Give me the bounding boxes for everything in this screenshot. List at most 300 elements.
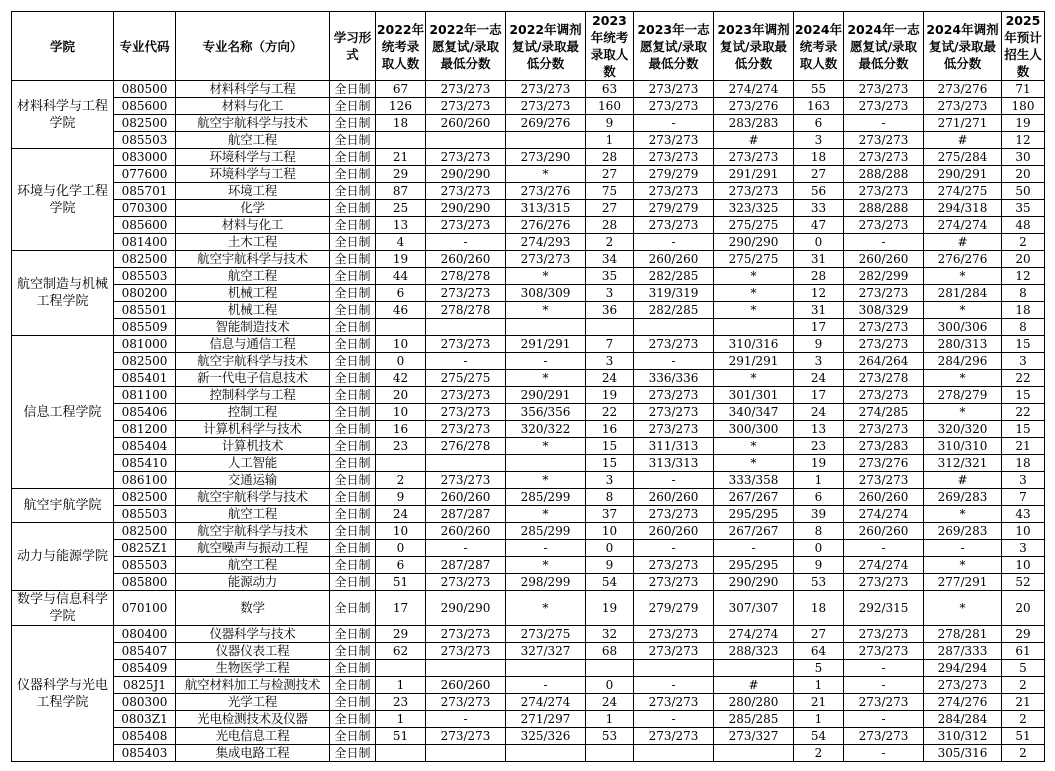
adjust-2023-cell: 290/290 xyxy=(714,234,794,251)
admit-2024-cell: 28 xyxy=(794,268,844,285)
first-choice-2023-cell: 273/273 xyxy=(634,626,714,643)
table-body xyxy=(12,81,1045,762)
admit-2024-cell: 18 xyxy=(794,591,844,626)
adjust-2024-cell: * xyxy=(924,557,1002,574)
first-choice-2022-cell: 273/273 xyxy=(426,81,506,98)
table-row xyxy=(12,540,1045,557)
study-mode-cell: 全日制 xyxy=(330,183,376,200)
table-row xyxy=(12,728,1045,745)
admit-2024-cell: 64 xyxy=(794,643,844,660)
table-row xyxy=(12,694,1045,711)
admit-2023-cell: 34 xyxy=(586,251,634,268)
adjust-2024-cell: 269/283 xyxy=(924,489,1002,506)
adjust-2023-cell: 323/325 xyxy=(714,200,794,217)
first-choice-2023-cell: 273/273 xyxy=(634,421,714,438)
admit-2023-cell: 19 xyxy=(586,387,634,404)
table-row xyxy=(12,438,1045,455)
first-choice-2023-cell: 273/273 xyxy=(634,81,714,98)
admit-2022-cell: 62 xyxy=(376,643,426,660)
plan-2025-cell: 2 xyxy=(1002,745,1045,762)
first-choice-2024-cell: 260/260 xyxy=(844,251,924,268)
admit-2024-cell: 163 xyxy=(794,98,844,115)
first-choice-2022-cell: 273/273 xyxy=(426,336,506,353)
header-cell: 学习形式 xyxy=(330,12,376,81)
first-choice-2022-cell: 273/273 xyxy=(426,98,506,115)
admit-2024-cell: 13 xyxy=(794,421,844,438)
adjust-2023-cell: 290/290 xyxy=(714,574,794,591)
plan-2025-cell: 15 xyxy=(1002,336,1045,353)
adjust-2024-cell: # xyxy=(924,132,1002,149)
first-choice-2023-cell: 313/313 xyxy=(634,455,714,472)
first-choice-2024-cell: 288/288 xyxy=(844,200,924,217)
first-choice-2022-cell: 290/290 xyxy=(426,200,506,217)
major-code-cell: 085503 xyxy=(114,557,176,574)
admit-2023-cell: 63 xyxy=(586,81,634,98)
admit-2023-cell: 24 xyxy=(586,370,634,387)
adjust-2022-cell: 269/276 xyxy=(506,115,586,132)
admit-2022-cell: 10 xyxy=(376,523,426,540)
admission-table-container xyxy=(11,11,1044,762)
adjust-2022-cell: 308/309 xyxy=(506,285,586,302)
major-code-cell: 081100 xyxy=(114,387,176,404)
plan-2025-cell: 2 xyxy=(1002,234,1045,251)
admission-score-table xyxy=(11,11,1045,762)
table-row xyxy=(12,285,1045,302)
major-code-cell: 085501 xyxy=(114,302,176,319)
admit-2024-cell: 55 xyxy=(794,81,844,98)
first-choice-2022-cell: 260/260 xyxy=(426,489,506,506)
first-choice-2023-cell: 260/260 xyxy=(634,523,714,540)
admit-2023-cell: 9 xyxy=(586,115,634,132)
adjust-2024-cell: 269/283 xyxy=(924,523,1002,540)
first-choice-2023-cell: 279/279 xyxy=(634,166,714,183)
admit-2024-cell: 21 xyxy=(794,694,844,711)
adjust-2024-cell: 273/273 xyxy=(924,98,1002,115)
plan-2025-cell: 7 xyxy=(1002,489,1045,506)
admit-2024-cell: 39 xyxy=(794,506,844,523)
adjust-2023-cell: 340/347 xyxy=(714,404,794,421)
first-choice-2023-cell: - xyxy=(634,711,714,728)
admit-2022-cell: 10 xyxy=(376,404,426,421)
first-choice-2023-cell: 273/273 xyxy=(634,557,714,574)
table-row xyxy=(12,302,1045,319)
major-code-cell: 085600 xyxy=(114,217,176,234)
first-choice-2024-cell: 273/273 xyxy=(844,98,924,115)
table-row xyxy=(12,353,1045,370)
first-choice-2024-cell: 273/273 xyxy=(844,643,924,660)
study-mode-cell: 全日制 xyxy=(330,677,376,694)
plan-2025-cell: 51 xyxy=(1002,728,1045,745)
admit-2023-cell: 27 xyxy=(586,166,634,183)
first-choice-2022-cell: 275/275 xyxy=(426,370,506,387)
study-mode-cell: 全日制 xyxy=(330,98,376,115)
first-choice-2024-cell: 282/299 xyxy=(844,268,924,285)
adjust-2024-cell: * xyxy=(924,591,1002,626)
adjust-2023-cell: 273/327 xyxy=(714,728,794,745)
table-row xyxy=(12,81,1045,98)
admit-2022-cell xyxy=(376,132,426,149)
first-choice-2024-cell: 273/273 xyxy=(844,149,924,166)
study-mode-cell: 全日制 xyxy=(330,711,376,728)
adjust-2022-cell: 274/274 xyxy=(506,694,586,711)
major-code-cell: 085410 xyxy=(114,455,176,472)
first-choice-2024-cell: 273/273 xyxy=(844,728,924,745)
admit-2024-cell: 0 xyxy=(794,540,844,557)
adjust-2024-cell: # xyxy=(924,234,1002,251)
header-cell: 专业名称（方向） xyxy=(176,12,330,81)
adjust-2022-cell xyxy=(506,660,586,677)
table-row xyxy=(12,745,1045,762)
adjust-2022-cell: 291/291 xyxy=(506,336,586,353)
major-code-cell: 070300 xyxy=(114,200,176,217)
first-choice-2023-cell: 273/273 xyxy=(634,574,714,591)
adjust-2022-cell: 313/315 xyxy=(506,200,586,217)
first-choice-2022-cell: 273/273 xyxy=(426,404,506,421)
major-code-cell: 0825Z1 xyxy=(114,540,176,557)
college-cell: 材料科学与工程学院 xyxy=(12,81,114,149)
first-choice-2023-cell: 273/273 xyxy=(634,728,714,745)
plan-2025-cell: 2 xyxy=(1002,711,1045,728)
admit-2022-cell: 10 xyxy=(376,336,426,353)
adjust-2022-cell: 285/299 xyxy=(506,523,586,540)
adjust-2023-cell: * xyxy=(714,455,794,472)
admit-2023-cell: 68 xyxy=(586,643,634,660)
first-choice-2023-cell xyxy=(634,745,714,762)
major-name-cell: 光学工程 xyxy=(176,694,330,711)
admit-2022-cell: 29 xyxy=(376,166,426,183)
adjust-2024-cell: 273/273 xyxy=(924,677,1002,694)
plan-2025-cell: 18 xyxy=(1002,302,1045,319)
adjust-2023-cell: 291/291 xyxy=(714,353,794,370)
first-choice-2024-cell: 292/315 xyxy=(844,591,924,626)
study-mode-cell: 全日制 xyxy=(330,523,376,540)
plan-2025-cell: 21 xyxy=(1002,438,1045,455)
first-choice-2024-cell: 273/273 xyxy=(844,319,924,336)
admit-2022-cell: 67 xyxy=(376,81,426,98)
first-choice-2023-cell: 273/273 xyxy=(634,387,714,404)
study-mode-cell: 全日制 xyxy=(330,404,376,421)
adjust-2024-cell: 278/279 xyxy=(924,387,1002,404)
adjust-2023-cell xyxy=(714,319,794,336)
major-name-cell: 材料与化工 xyxy=(176,217,330,234)
first-choice-2022-cell: - xyxy=(426,540,506,557)
adjust-2024-cell: 290/291 xyxy=(924,166,1002,183)
first-choice-2022-cell: 273/273 xyxy=(426,421,506,438)
college-cell: 航空宇航学院 xyxy=(12,489,114,523)
admit-2024-cell: 31 xyxy=(794,302,844,319)
college-cell: 环境与化学工程学院 xyxy=(12,149,114,251)
admit-2023-cell xyxy=(586,745,634,762)
first-choice-2022-cell: 273/273 xyxy=(426,285,506,302)
header-cell: 2022年一志愿复试/录取最低分数 xyxy=(426,12,506,81)
adjust-2024-cell: 278/281 xyxy=(924,626,1002,643)
first-choice-2024-cell: 273/273 xyxy=(844,132,924,149)
adjust-2022-cell: 273/273 xyxy=(506,98,586,115)
adjust-2024-cell: * xyxy=(924,370,1002,387)
major-code-cell: 085403 xyxy=(114,745,176,762)
first-choice-2024-cell: 260/260 xyxy=(844,489,924,506)
first-choice-2022-cell: 273/273 xyxy=(426,574,506,591)
major-name-cell: 航空工程 xyxy=(176,132,330,149)
adjust-2022-cell: 320/322 xyxy=(506,421,586,438)
table-row xyxy=(12,660,1045,677)
adjust-2022-cell: 273/275 xyxy=(506,626,586,643)
admit-2023-cell: 16 xyxy=(586,421,634,438)
first-choice-2024-cell: 273/273 xyxy=(844,472,924,489)
first-choice-2024-cell: 273/276 xyxy=(844,455,924,472)
first-choice-2023-cell: - xyxy=(634,472,714,489)
adjust-2024-cell: - xyxy=(924,540,1002,557)
admit-2023-cell: 37 xyxy=(586,506,634,523)
plan-2025-cell: 8 xyxy=(1002,319,1045,336)
admit-2022-cell: 2 xyxy=(376,472,426,489)
admit-2022-cell: 24 xyxy=(376,506,426,523)
admit-2022-cell: 1 xyxy=(376,677,426,694)
table-row xyxy=(12,336,1045,353)
plan-2025-cell: 12 xyxy=(1002,268,1045,285)
adjust-2022-cell: 273/273 xyxy=(506,251,586,268)
plan-2025-cell: 22 xyxy=(1002,404,1045,421)
study-mode-cell: 全日制 xyxy=(330,149,376,166)
adjust-2024-cell: 294/294 xyxy=(924,660,1002,677)
major-code-cell: 070100 xyxy=(114,591,176,626)
first-choice-2024-cell: 273/273 xyxy=(844,183,924,200)
major-code-cell: 085406 xyxy=(114,404,176,421)
adjust-2023-cell xyxy=(714,745,794,762)
table-row xyxy=(12,557,1045,574)
table-row xyxy=(12,591,1045,626)
adjust-2023-cell: 301/301 xyxy=(714,387,794,404)
major-code-cell: 085503 xyxy=(114,506,176,523)
adjust-2024-cell: 320/320 xyxy=(924,421,1002,438)
major-code-cell: 080200 xyxy=(114,285,176,302)
first-choice-2022-cell: 273/273 xyxy=(426,149,506,166)
table-row xyxy=(12,217,1045,234)
adjust-2023-cell: - xyxy=(714,540,794,557)
adjust-2022-cell: 273/273 xyxy=(506,81,586,98)
table-row xyxy=(12,574,1045,591)
table-row xyxy=(12,472,1045,489)
adjust-2022-cell: 273/276 xyxy=(506,183,586,200)
first-choice-2024-cell: 273/273 xyxy=(844,285,924,302)
study-mode-cell: 全日制 xyxy=(330,285,376,302)
table-row xyxy=(12,489,1045,506)
plan-2025-cell: 50 xyxy=(1002,183,1045,200)
plan-2025-cell: 21 xyxy=(1002,694,1045,711)
first-choice-2022-cell: 260/260 xyxy=(426,677,506,694)
adjust-2022-cell: 271/297 xyxy=(506,711,586,728)
adjust-2023-cell xyxy=(714,660,794,677)
major-code-cell: 085701 xyxy=(114,183,176,200)
admit-2022-cell: 87 xyxy=(376,183,426,200)
major-code-cell: 085401 xyxy=(114,370,176,387)
admit-2024-cell: 1 xyxy=(794,677,844,694)
admit-2023-cell: 1 xyxy=(586,711,634,728)
header-cell: 2024年调剂复试/录取最低分数 xyxy=(924,12,1002,81)
admit-2023-cell: 3 xyxy=(586,472,634,489)
first-choice-2024-cell: - xyxy=(844,660,924,677)
major-code-cell: 085600 xyxy=(114,98,176,115)
admit-2022-cell xyxy=(376,745,426,762)
table-row xyxy=(12,421,1045,438)
plan-2025-cell: 180 xyxy=(1002,98,1045,115)
major-code-cell: 085409 xyxy=(114,660,176,677)
major-name-cell: 计算机技术 xyxy=(176,438,330,455)
header-cell: 2024年统考录取人数 xyxy=(794,12,844,81)
first-choice-2023-cell: 260/260 xyxy=(634,489,714,506)
first-choice-2024-cell: 273/273 xyxy=(844,336,924,353)
first-choice-2024-cell: 273/273 xyxy=(844,421,924,438)
plan-2025-cell: 15 xyxy=(1002,387,1045,404)
header-cell: 2024年一志愿复试/录取最低分数 xyxy=(844,12,924,81)
adjust-2024-cell: 274/276 xyxy=(924,694,1002,711)
first-choice-2022-cell: 273/273 xyxy=(426,472,506,489)
admit-2023-cell: 15 xyxy=(586,455,634,472)
adjust-2024-cell: 312/321 xyxy=(924,455,1002,472)
first-choice-2024-cell: 273/273 xyxy=(844,694,924,711)
adjust-2024-cell: 287/333 xyxy=(924,643,1002,660)
first-choice-2022-cell: 278/278 xyxy=(426,268,506,285)
major-name-cell: 环境工程 xyxy=(176,183,330,200)
adjust-2024-cell: 300/306 xyxy=(924,319,1002,336)
adjust-2024-cell: 273/276 xyxy=(924,81,1002,98)
adjust-2023-cell: * xyxy=(714,370,794,387)
admit-2024-cell: 33 xyxy=(794,200,844,217)
first-choice-2024-cell: 273/278 xyxy=(844,370,924,387)
adjust-2023-cell: # xyxy=(714,677,794,694)
plan-2025-cell: 10 xyxy=(1002,523,1045,540)
admit-2023-cell: 3 xyxy=(586,353,634,370)
admit-2022-cell: 17 xyxy=(376,591,426,626)
table-row xyxy=(12,132,1045,149)
admit-2024-cell: 19 xyxy=(794,455,844,472)
adjust-2023-cell: 273/273 xyxy=(714,183,794,200)
adjust-2023-cell: 267/267 xyxy=(714,523,794,540)
header-row xyxy=(12,12,1045,81)
major-code-cell: 082500 xyxy=(114,115,176,132)
admit-2023-cell: 32 xyxy=(586,626,634,643)
adjust-2022-cell: 276/276 xyxy=(506,217,586,234)
admit-2023-cell: 53 xyxy=(586,728,634,745)
major-code-cell: 085407 xyxy=(114,643,176,660)
admit-2024-cell: 9 xyxy=(794,336,844,353)
admit-2022-cell xyxy=(376,455,426,472)
first-choice-2024-cell: 273/273 xyxy=(844,81,924,98)
adjust-2023-cell: 273/276 xyxy=(714,98,794,115)
first-choice-2023-cell: 273/273 xyxy=(634,404,714,421)
admit-2024-cell: 31 xyxy=(794,251,844,268)
major-code-cell: 081000 xyxy=(114,336,176,353)
first-choice-2024-cell: 274/285 xyxy=(844,404,924,421)
adjust-2022-cell: * xyxy=(506,166,586,183)
admit-2024-cell: 9 xyxy=(794,557,844,574)
study-mode-cell: 全日制 xyxy=(330,217,376,234)
adjust-2024-cell: 310/310 xyxy=(924,438,1002,455)
major-name-cell: 航空宇航科学与技术 xyxy=(176,523,330,540)
table-row xyxy=(12,115,1045,132)
adjust-2024-cell: 280/313 xyxy=(924,336,1002,353)
table-row xyxy=(12,643,1045,660)
plan-2025-cell: 20 xyxy=(1002,166,1045,183)
admit-2024-cell: 1 xyxy=(794,472,844,489)
plan-2025-cell: 20 xyxy=(1002,251,1045,268)
plan-2025-cell: 8 xyxy=(1002,285,1045,302)
major-code-cell: 077600 xyxy=(114,166,176,183)
first-choice-2024-cell: - xyxy=(844,745,924,762)
admit-2023-cell: 36 xyxy=(586,302,634,319)
major-code-cell: 081400 xyxy=(114,234,176,251)
study-mode-cell: 全日制 xyxy=(330,643,376,660)
adjust-2024-cell: 310/312 xyxy=(924,728,1002,745)
first-choice-2024-cell: 264/264 xyxy=(844,353,924,370)
admit-2024-cell: 17 xyxy=(794,319,844,336)
adjust-2022-cell: * xyxy=(506,506,586,523)
first-choice-2022-cell: 273/273 xyxy=(426,626,506,643)
admit-2022-cell: 21 xyxy=(376,149,426,166)
major-name-cell: 光电信息工程 xyxy=(176,728,330,745)
study-mode-cell: 全日制 xyxy=(330,319,376,336)
major-code-cell: 080400 xyxy=(114,626,176,643)
major-name-cell: 航空宇航科学与技术 xyxy=(176,251,330,268)
admit-2022-cell: 18 xyxy=(376,115,426,132)
major-name-cell: 计算机科学与技术 xyxy=(176,421,330,438)
first-choice-2023-cell: 273/273 xyxy=(634,98,714,115)
first-choice-2022-cell: 260/260 xyxy=(426,523,506,540)
major-name-cell: 交通运输 xyxy=(176,472,330,489)
adjust-2022-cell xyxy=(506,132,586,149)
admit-2022-cell: 9 xyxy=(376,489,426,506)
plan-2025-cell: 35 xyxy=(1002,200,1045,217)
admit-2022-cell: 0 xyxy=(376,540,426,557)
adjust-2022-cell: * xyxy=(506,302,586,319)
plan-2025-cell: 5 xyxy=(1002,660,1045,677)
adjust-2024-cell: * xyxy=(924,268,1002,285)
adjust-2023-cell: 295/295 xyxy=(714,506,794,523)
plan-2025-cell: 71 xyxy=(1002,81,1045,98)
adjust-2022-cell: 274/293 xyxy=(506,234,586,251)
adjust-2023-cell: 274/274 xyxy=(714,626,794,643)
adjust-2023-cell: * xyxy=(714,285,794,302)
first-choice-2023-cell: 273/273 xyxy=(634,336,714,353)
study-mode-cell: 全日制 xyxy=(330,660,376,677)
first-choice-2023-cell xyxy=(634,660,714,677)
first-choice-2022-cell: 273/273 xyxy=(426,728,506,745)
major-name-cell: 环境科学与工程 xyxy=(176,166,330,183)
admit-2023-cell: 1 xyxy=(586,132,634,149)
study-mode-cell: 全日制 xyxy=(330,472,376,489)
first-choice-2022-cell: 260/260 xyxy=(426,115,506,132)
table-row xyxy=(12,251,1045,268)
admit-2022-cell: 19 xyxy=(376,251,426,268)
study-mode-cell: 全日制 xyxy=(330,626,376,643)
major-code-cell: 0803Z1 xyxy=(114,711,176,728)
adjust-2024-cell: 276/276 xyxy=(924,251,1002,268)
admit-2022-cell: 42 xyxy=(376,370,426,387)
major-name-cell: 航空工程 xyxy=(176,557,330,574)
adjust-2024-cell: # xyxy=(924,472,1002,489)
adjust-2023-cell: * xyxy=(714,438,794,455)
admit-2023-cell: 22 xyxy=(586,404,634,421)
admit-2022-cell: 1 xyxy=(376,711,426,728)
adjust-2022-cell: * xyxy=(506,268,586,285)
major-code-cell: 085503 xyxy=(114,132,176,149)
admit-2022-cell: 6 xyxy=(376,285,426,302)
admit-2024-cell: 6 xyxy=(794,115,844,132)
admit-2024-cell: 53 xyxy=(794,574,844,591)
table-row xyxy=(12,200,1045,217)
adjust-2023-cell: 291/291 xyxy=(714,166,794,183)
admit-2023-cell: 28 xyxy=(586,149,634,166)
